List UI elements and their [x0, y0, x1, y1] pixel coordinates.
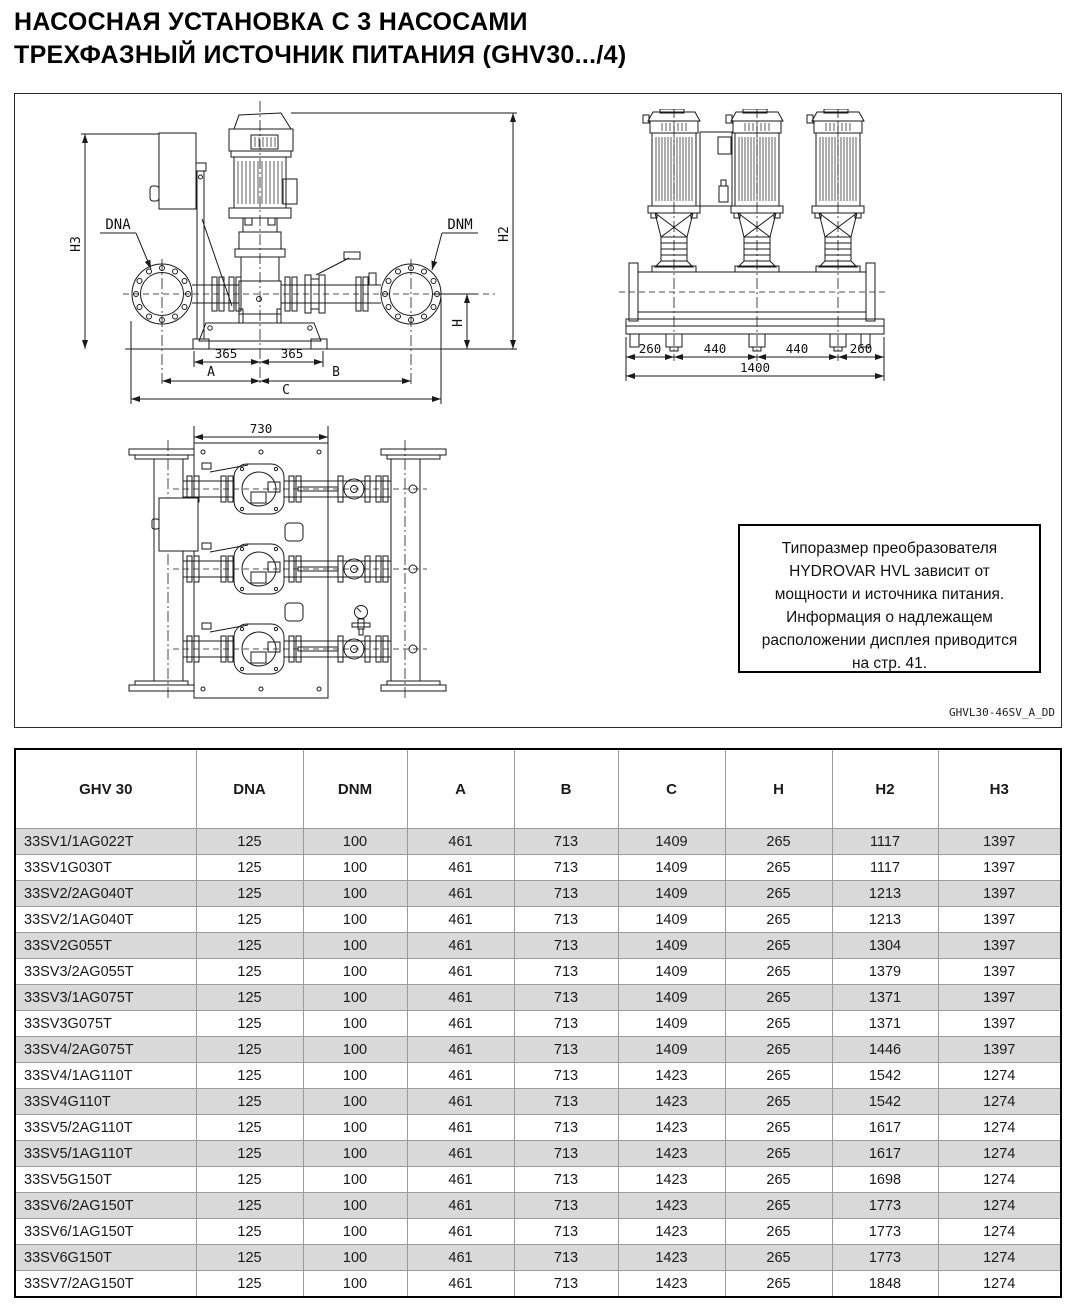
spec-value-cell: 1274	[938, 1193, 1061, 1219]
front-view-drawing	[65, 99, 525, 417]
spec-value-cell: 125	[196, 881, 303, 907]
spec-value-cell: 100	[303, 1089, 407, 1115]
dnm-label: DNM	[447, 217, 473, 233]
model-cell: 33SV4/1AG110T	[15, 1063, 196, 1089]
spec-value-cell: 265	[725, 1063, 832, 1089]
model-cell: 33SV6G150T	[15, 1245, 196, 1271]
spec-value-cell: 1371	[832, 985, 938, 1011]
spec-value-cell: 1423	[618, 1115, 725, 1141]
table-row	[15, 855, 1061, 881]
dim-365-left: 365	[214, 346, 238, 361]
centerlines	[162, 101, 411, 385]
pump-row-1-plan	[173, 463, 427, 514]
spec-value-cell: 461	[407, 1115, 514, 1141]
spec-table-body	[15, 829, 1061, 1298]
spec-value-cell: 1274	[938, 1063, 1061, 1089]
table-row	[15, 1089, 1061, 1115]
spec-value-cell: 265	[725, 1193, 832, 1219]
column-header: DNM	[303, 749, 407, 829]
model-cell: 33SV4/2AG075T	[15, 1037, 196, 1063]
spec-value-cell: 1213	[832, 907, 938, 933]
model-cell: 33SV5/1AG110T	[15, 1141, 196, 1167]
column-header: H	[725, 749, 832, 829]
spec-value-cell: 265	[725, 985, 832, 1011]
spec-value-cell: 100	[303, 933, 407, 959]
column-header: GHV 30	[15, 749, 196, 829]
spec-value-cell: 265	[725, 1089, 832, 1115]
table-row	[15, 1063, 1061, 1089]
spec-value-cell: 1423	[618, 1193, 725, 1219]
spec-value-cell: 100	[303, 1115, 407, 1141]
spec-value-cell: 100	[303, 829, 407, 855]
spec-value-cell: 125	[196, 1011, 303, 1037]
spec-value-cell: 265	[725, 1167, 832, 1193]
spec-value-cell: 461	[407, 829, 514, 855]
spec-value-cell: 461	[407, 881, 514, 907]
spec-value-cell: 1397	[938, 855, 1061, 881]
hydrovar-note	[738, 524, 1041, 673]
page-title-line2: ТРЕХФАЗНЫЙ ИСТОЧНИК ПИТАНИЯ (GHV30.../4)	[14, 41, 627, 69]
spec-value-cell: 713	[514, 1037, 618, 1063]
h-dim-label: H	[451, 319, 466, 327]
spec-value-cell: 1274	[938, 1245, 1061, 1271]
spec-value-cell: 265	[725, 1011, 832, 1037]
spec-value-cell: 1397	[938, 829, 1061, 855]
spec-value-cell: 100	[303, 1063, 407, 1089]
spec-value-cell: 1409	[618, 907, 725, 933]
spec-value-cell: 1423	[618, 1141, 725, 1167]
model-cell: 33SV5/2AG110T	[15, 1115, 196, 1141]
spec-value-cell: 461	[407, 959, 514, 985]
model-cell: 33SV1/1AG022T	[15, 829, 196, 855]
spec-value-cell: 265	[725, 1245, 832, 1271]
spec-value-cell: 713	[514, 1193, 618, 1219]
spec-value-cell: 1409	[618, 985, 725, 1011]
spec-value-cell: 1274	[938, 1115, 1061, 1141]
spec-value-cell: 1371	[832, 1011, 938, 1037]
spec-value-cell: 461	[407, 1011, 514, 1037]
side-view-drawing	[615, 109, 905, 387]
spec-value-cell: 461	[407, 985, 514, 1011]
spec-value-cell: 125	[196, 855, 303, 881]
spec-value-cell: 713	[514, 1063, 618, 1089]
spec-value-cell: 100	[303, 1037, 407, 1063]
column-header: H2	[832, 749, 938, 829]
spec-table	[14, 748, 1062, 1298]
spec-value-cell: 1423	[618, 1245, 725, 1271]
model-cell: 33SV3/2AG055T	[15, 959, 196, 985]
model-cell: 33SV1G030T	[15, 855, 196, 881]
model-cell: 33SV3/1AG075T	[15, 985, 196, 1011]
spec-value-cell: 713	[514, 907, 618, 933]
spec-value-cell: 461	[407, 1219, 514, 1245]
spec-value-cell: 1274	[938, 1167, 1061, 1193]
spec-value-cell: 713	[514, 1089, 618, 1115]
spec-value-cell: 265	[725, 881, 832, 907]
model-cell: 33SV4G110T	[15, 1089, 196, 1115]
spec-value-cell: 265	[725, 1141, 832, 1167]
spec-value-cell: 461	[407, 1167, 514, 1193]
spec-value-cell: 1213	[832, 881, 938, 907]
spec-value-cell: 100	[303, 1245, 407, 1271]
spec-value-cell: 713	[514, 855, 618, 881]
spec-value-cell: 1379	[832, 959, 938, 985]
dim-a-label: A	[207, 365, 215, 380]
plan-view-drawing	[115, 424, 460, 716]
spec-value-cell: 461	[407, 1271, 514, 1298]
spec-value-cell: 265	[725, 933, 832, 959]
spec-value-cell: 1397	[938, 985, 1061, 1011]
spec-value-cell: 461	[407, 933, 514, 959]
table-row	[15, 985, 1061, 1011]
spec-value-cell: 100	[303, 1193, 407, 1219]
spec-value-cell: 461	[407, 907, 514, 933]
spec-value-cell: 100	[303, 881, 407, 907]
dim-730-label: 730	[249, 424, 273, 436]
table-row	[15, 959, 1061, 985]
spec-value-cell: 125	[196, 1141, 303, 1167]
table-row	[15, 1115, 1061, 1141]
model-cell: 33SV2/2AG040T	[15, 881, 196, 907]
spec-value-cell: 1409	[618, 933, 725, 959]
spec-value-cell: 1397	[938, 959, 1061, 985]
spec-value-cell: 1274	[938, 1219, 1061, 1245]
spec-value-cell: 1117	[832, 829, 938, 855]
drawing-panel	[14, 93, 1062, 728]
page-title-line1: НАСОСНАЯ УСТАНОВКА С 3 НАСОСАМИ	[14, 8, 528, 36]
dim-b-label: B	[332, 365, 340, 380]
pump-3-side	[807, 109, 864, 361]
column-header: C	[618, 749, 725, 829]
note-line: расположении дисплея приводится	[761, 632, 1018, 649]
page-title	[14, 6, 626, 72]
spec-value-cell: 461	[407, 1063, 514, 1089]
note-line: HYDROVAR HVL зависит от	[789, 563, 990, 580]
dim-260-right: 260	[849, 341, 873, 356]
spec-value-cell: 265	[725, 907, 832, 933]
spec-value-cell: 1423	[618, 1271, 725, 1298]
dim-440-left: 440	[703, 341, 727, 356]
base-frame-side	[626, 319, 884, 347]
pump-1-side	[643, 109, 700, 361]
spec-value-cell: 461	[407, 1089, 514, 1115]
spec-value-cell: 125	[196, 1193, 303, 1219]
spec-value-cell: 1409	[618, 881, 725, 907]
spec-value-cell: 125	[196, 1063, 303, 1089]
dim-260-left: 260	[638, 341, 662, 356]
spec-value-cell: 125	[196, 1037, 303, 1063]
spec-value-cell: 1773	[832, 1193, 938, 1219]
spec-value-cell: 461	[407, 855, 514, 881]
spec-value-cell: 1542	[832, 1063, 938, 1089]
column-header: H3	[938, 749, 1061, 829]
spec-value-cell: 713	[514, 1271, 618, 1298]
spec-value-cell: 713	[514, 1115, 618, 1141]
spec-value-cell: 713	[514, 933, 618, 959]
spec-value-cell: 713	[514, 959, 618, 985]
pump-unit-front	[229, 113, 297, 314]
dim-365-right: 365	[280, 346, 304, 361]
spec-value-cell: 125	[196, 1167, 303, 1193]
spec-value-cell: 1304	[832, 933, 938, 959]
table-row	[15, 1245, 1061, 1271]
table-row	[15, 907, 1061, 933]
spec-value-cell: 1446	[832, 1037, 938, 1063]
spec-value-cell: 1423	[618, 1219, 725, 1245]
model-cell: 33SV6/2AG150T	[15, 1193, 196, 1219]
model-cell: 33SV2/1AG040T	[15, 907, 196, 933]
note-line: на стр. 41.	[851, 655, 928, 672]
spec-value-cell: 1274	[938, 1141, 1061, 1167]
spec-value-cell: 713	[514, 1245, 618, 1271]
table-row	[15, 1193, 1061, 1219]
dim-440-right: 440	[785, 341, 809, 356]
pump-row-2-plan	[173, 543, 427, 594]
spec-value-cell: 1542	[832, 1089, 938, 1115]
spec-value-cell: 125	[196, 933, 303, 959]
spec-value-cell: 1409	[618, 959, 725, 985]
spec-value-cell: 461	[407, 1245, 514, 1271]
dim-1400-label: 1400	[739, 360, 771, 375]
spec-value-cell: 1397	[938, 933, 1061, 959]
model-cell: 33SV2G055T	[15, 933, 196, 959]
spec-value-cell: 1397	[938, 881, 1061, 907]
spec-value-cell: 100	[303, 1011, 407, 1037]
spec-value-cell: 1397	[938, 1037, 1061, 1063]
spec-value-cell: 1274	[938, 1271, 1061, 1298]
model-cell: 33SV5G150T	[15, 1167, 196, 1193]
piping-front	[192, 252, 381, 313]
table-row	[15, 933, 1061, 959]
spec-value-cell: 125	[196, 959, 303, 985]
spec-value-cell: 1409	[618, 829, 725, 855]
pump-row-3-plan	[173, 623, 427, 674]
spec-value-cell: 100	[303, 1271, 407, 1298]
spec-value-cell: 100	[303, 1219, 407, 1245]
spec-value-cell: 461	[407, 1037, 514, 1063]
table-row	[15, 881, 1061, 907]
spec-value-cell: 1698	[832, 1167, 938, 1193]
spec-value-cell: 100	[303, 1167, 407, 1193]
spec-value-cell: 265	[725, 1219, 832, 1245]
spec-value-cell: 100	[303, 985, 407, 1011]
spec-value-cell: 265	[725, 855, 832, 881]
spec-value-cell: 265	[725, 829, 832, 855]
spec-value-cell: 1423	[618, 1089, 725, 1115]
table-row	[15, 1271, 1061, 1298]
spec-value-cell: 125	[196, 1115, 303, 1141]
pump-2-side	[726, 109, 783, 361]
spec-value-cell: 265	[725, 1037, 832, 1063]
spec-value-cell: 100	[303, 855, 407, 881]
dim-c-label: C	[282, 383, 290, 398]
spec-value-cell: 1409	[618, 855, 725, 881]
model-cell: 33SV3G075T	[15, 1011, 196, 1037]
spec-value-cell: 461	[407, 1141, 514, 1167]
column-header: B	[514, 749, 618, 829]
hydrovar-controller-side	[700, 132, 732, 206]
table-row	[15, 1219, 1061, 1245]
spec-value-cell: 1423	[618, 1063, 725, 1089]
spec-value-cell: 125	[196, 985, 303, 1011]
spec-value-cell: 265	[725, 1271, 832, 1298]
note-line: Информация о надлежащем	[786, 609, 993, 626]
spec-value-cell: 265	[725, 959, 832, 985]
spec-value-cell: 100	[303, 959, 407, 985]
spec-value-cell: 125	[196, 1219, 303, 1245]
note-line: Типоразмер преобразователя	[781, 540, 998, 557]
spec-value-cell: 1397	[938, 1011, 1061, 1037]
spec-value-cell: 713	[514, 985, 618, 1011]
spec-value-cell: 1409	[618, 1037, 725, 1063]
spec-table-head-row	[15, 749, 1061, 829]
model-cell: 33SV7/2AG150T	[15, 1271, 196, 1298]
discharge-manifold-plan	[381, 440, 446, 700]
hydrovar-controller-plan	[152, 498, 198, 551]
spec-value-cell: 713	[514, 881, 618, 907]
drawing-code: GHVL30-46SV_A_DD	[949, 706, 1055, 719]
pressure-gauge	[352, 606, 370, 636]
spec-value-cell: 461	[407, 1193, 514, 1219]
spec-value-cell: 1617	[832, 1115, 938, 1141]
spec-value-cell: 1397	[938, 907, 1061, 933]
spec-value-cell: 125	[196, 829, 303, 855]
spec-value-cell: 1848	[832, 1271, 938, 1298]
spec-value-cell: 100	[303, 907, 407, 933]
spec-value-cell: 125	[196, 1245, 303, 1271]
spec-value-cell: 713	[514, 829, 618, 855]
spec-value-cell: 713	[514, 1141, 618, 1167]
table-row	[15, 1011, 1061, 1037]
table-row	[15, 1037, 1061, 1063]
spec-value-cell: 125	[196, 1089, 303, 1115]
spec-value-cell: 1274	[938, 1089, 1061, 1115]
spec-value-cell: 713	[514, 1167, 618, 1193]
column-header: A	[407, 749, 514, 829]
spec-value-cell: 1409	[618, 1011, 725, 1037]
model-cell: 33SV6/1AG150T	[15, 1219, 196, 1245]
spec-value-cell: 1117	[832, 855, 938, 881]
spec-value-cell: 1423	[618, 1167, 725, 1193]
column-header: DNA	[196, 749, 303, 829]
h2-dim-label: H2	[497, 226, 512, 242]
spec-value-cell: 125	[196, 1271, 303, 1298]
table-row	[15, 1141, 1061, 1167]
table-row	[15, 829, 1061, 855]
spec-value-cell: 713	[514, 1011, 618, 1037]
spec-value-cell: 125	[196, 907, 303, 933]
h3-dim-label: H3	[69, 236, 84, 252]
spec-value-cell: 1773	[832, 1219, 938, 1245]
spec-value-cell: 1773	[832, 1245, 938, 1271]
bracket-and-controller	[150, 133, 232, 339]
spec-value-cell: 713	[514, 1219, 618, 1245]
note-line: мощности и источника питания.	[774, 586, 1005, 603]
dna-label: DNA	[105, 217, 131, 233]
suction-manifold-plan	[129, 440, 194, 700]
spec-value-cell: 1617	[832, 1141, 938, 1167]
spec-value-cell: 265	[725, 1115, 832, 1141]
spec-value-cell: 100	[303, 1141, 407, 1167]
table-row	[15, 1167, 1061, 1193]
